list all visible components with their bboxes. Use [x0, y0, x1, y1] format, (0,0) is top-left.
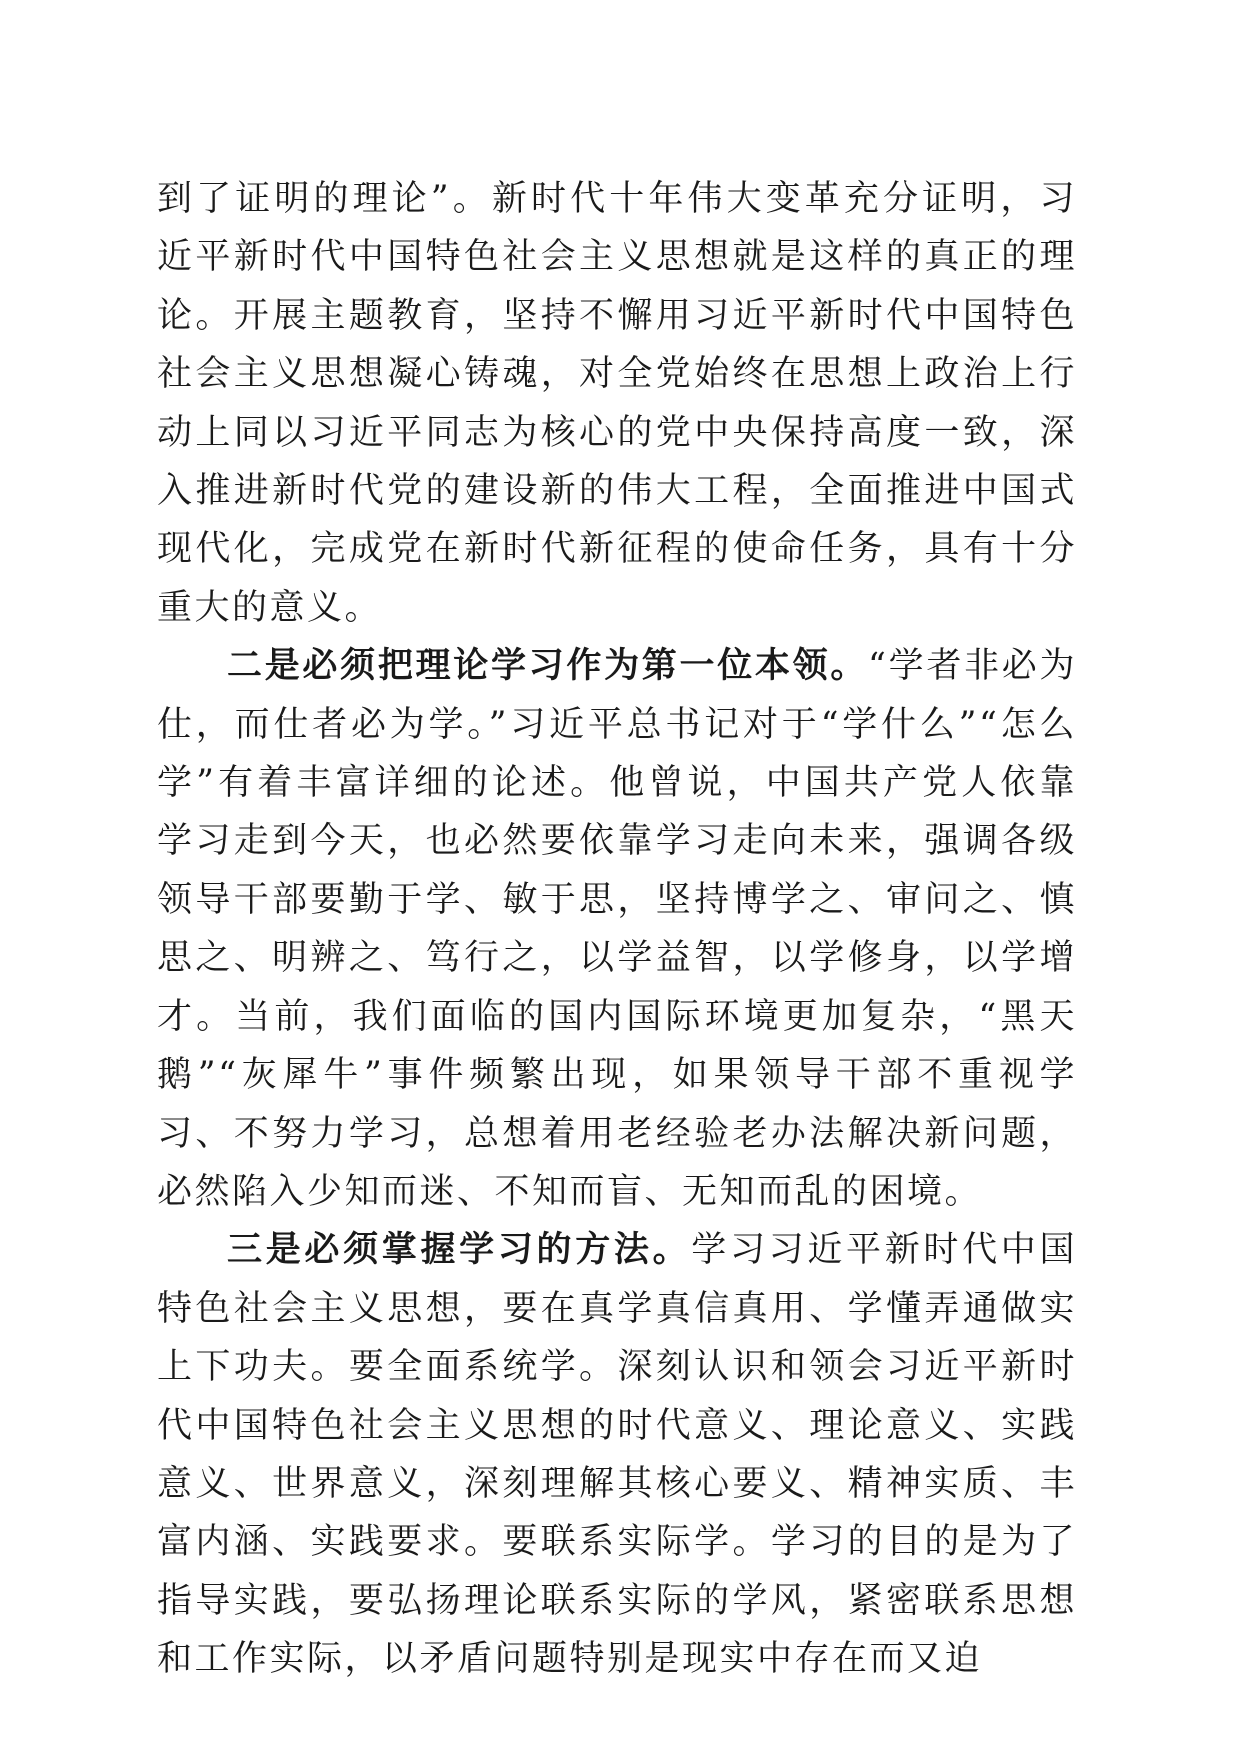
- paragraph-text: 到了证明的理论”。新时代十年伟大变革充分证明，习近平新时代中国特色社会主义思想就是这样的真正的理论。开展主题教育，坚持不懈用习近平新时代中国特色社会主义思想凝心铸魂，对全党始终在思想上政治上行动上同以习近平同志为核心的党中央保持高度一致，深入推进新时代党的建设新的伟大工程，全面推进中国式现代化，完成党在新时代新征程的使命任务，具有十分重大的意义。: [157, 179, 1077, 628]
- paragraph-heading: 二是必须把理论学习作为第一位本领。: [227, 646, 869, 687]
- paragraph-text: 学习习近平新时代中国特色社会主义思想，要在真学真信真用、学懂弄通做实上下功夫。要全面系统学。深刻认识和领会习近平新时代中国特色社会主义思想的时代意义、理论意义、实践意义、世界意义，深刻理解其核心要义、精神实质、丰富内涵、实践要求。要联系实际学。学习的目的是为了指导实践，要弘扬理论联系实际的学风，紧密联系思想和工作实际，以矛盾问题特别是现实中存在而又迫: [157, 1230, 1077, 1680]
- paragraph-heading: 三是必须掌握学习的方法。: [227, 1230, 692, 1271]
- paragraph-theory-study: [157, 637, 1077, 1221]
- paragraph-study-method: [157, 1221, 1077, 1688]
- paragraph-continuation: [157, 170, 1077, 637]
- paragraph-text: “学者非必为仕，而仕者必为学。”习近平总书记对于“学什么”“怎么学”有着丰富详细的论述。他曾说，中国共产党人依靠学习走到今天，也必然要依靠学习走向未来，强调各级领导干部要勤于学、敏于思，坚持博学之、审问之、慎思之、明辨之、笃行之，以学益智，以学修身，以学增才。当前，我们面临的国内国际环境更加复杂，“黑天鹅”“灰犀牛”事件频繁出现，如果领导干部不重视学习、不努力学习，总想着用老经验老办法解决新问题，必然陷入少知而迷、不知而盲、无知而乱的困境。: [157, 646, 1077, 1212]
- document-body: [157, 170, 1077, 1689]
